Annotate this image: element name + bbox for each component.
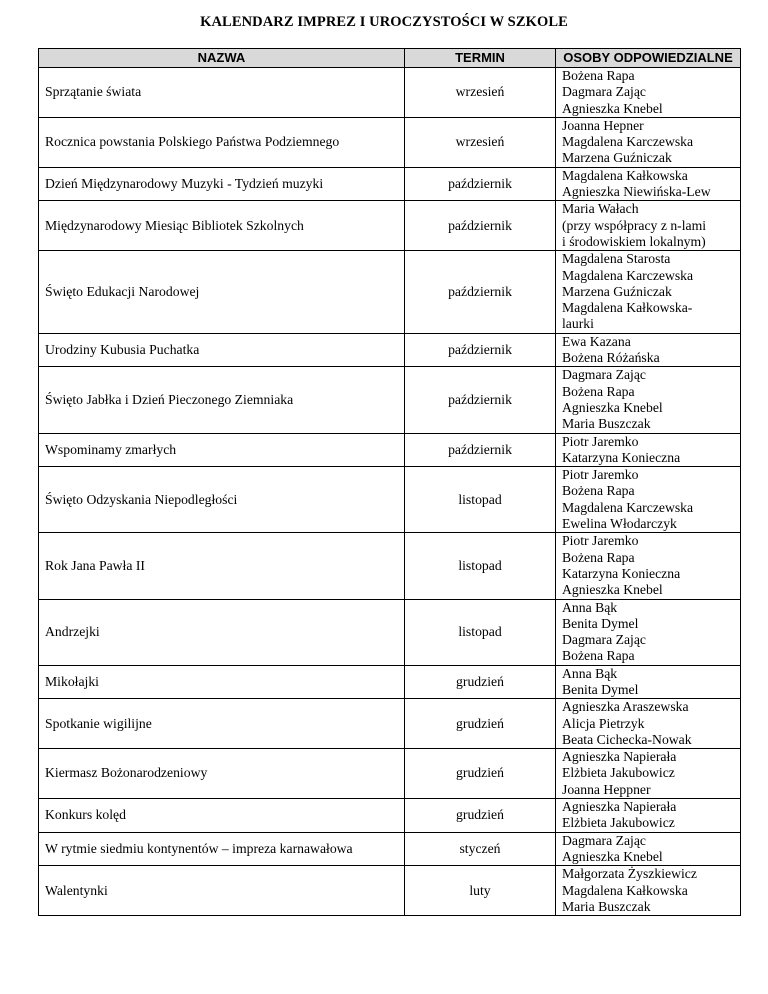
event-name-cell: Spotkanie wigilijne	[39, 699, 405, 749]
responsible-person: Bożena Rapa	[562, 549, 635, 565]
table-row	[39, 433, 741, 467]
responsible-person: Agnieszka Knebel	[562, 582, 663, 598]
event-term-cell: wrzesień	[405, 68, 556, 118]
responsible-person: Magdalena Starosta	[562, 251, 671, 267]
responsible-person: Bożena Rapa	[562, 648, 635, 664]
responsible-people-cell	[556, 167, 741, 201]
table-row	[39, 599, 741, 665]
responsible-person: Maria Buszczak	[562, 898, 651, 914]
responsible-people-cell	[556, 832, 741, 866]
responsible-person: (przy współpracy z n-lami	[562, 217, 707, 233]
responsible-people-cell	[556, 665, 741, 699]
responsible-person: Piotr Jaremko	[562, 433, 639, 449]
header-name: NAZWA	[39, 49, 405, 68]
responsible-person: Agnieszka Knebel	[562, 848, 663, 864]
responsible-person: Agnieszka Niewińska-Lew	[562, 184, 711, 200]
event-name-cell: Święto Edukacji Narodowej	[39, 251, 405, 333]
table-row	[39, 167, 741, 201]
table-row	[39, 832, 741, 866]
responsible-person: Alicja Pietrzyk	[562, 715, 645, 731]
table-row	[39, 251, 741, 333]
event-term-cell: listopad	[405, 599, 556, 665]
table-row	[39, 333, 741, 367]
responsible-person: Magdalena Karczewska	[562, 134, 694, 150]
event-name-cell: Urodziny Kubusia Puchatka	[39, 333, 405, 367]
responsible-person: Beata Cichecka-Nowak	[562, 731, 692, 747]
table-row	[39, 866, 741, 916]
event-term-cell: październik	[405, 333, 556, 367]
responsible-person: Anna Bąk	[562, 599, 618, 615]
event-name-cell: Andrzejki	[39, 599, 405, 665]
table-row	[39, 799, 741, 833]
responsible-person: Małgorzata Żyszkiewicz	[562, 866, 697, 882]
responsible-person: Marzena Guźniczak	[562, 150, 672, 166]
event-name-cell: Międzynarodowy Miesiąc Bibliotek Szkolnych	[39, 201, 405, 251]
document-title: KALENDARZ IMPREZ I UROCZYSTOŚCI W SZKOLE	[200, 14, 568, 30]
responsible-person: Maria Wałach	[562, 201, 639, 217]
responsible-person: Benita Dymel	[562, 681, 639, 697]
responsible-person: Anna Bąk	[562, 665, 618, 681]
responsible-people-cell	[556, 799, 741, 833]
event-name-cell: Konkurs kolęd	[39, 799, 405, 833]
responsible-person: Magdalena Kałkowska-	[562, 300, 693, 316]
responsible-person: Elżbieta Jakubowicz	[562, 765, 675, 781]
responsible-person: Dagmara Zając	[562, 832, 646, 848]
responsible-person: Dagmara Zając	[562, 632, 646, 648]
event-term-cell: wrzesień	[405, 117, 556, 167]
event-term-cell: grudzień	[405, 749, 556, 799]
responsible-person: Katarzyna Konieczna	[562, 565, 681, 581]
responsible-people-cell	[556, 333, 741, 367]
responsible-person: Bożena Rapa	[562, 383, 635, 399]
table-row	[39, 749, 741, 799]
table-row	[39, 68, 741, 118]
table-row	[39, 699, 741, 749]
responsible-people-cell	[556, 749, 741, 799]
responsible-people-cell	[556, 117, 741, 167]
responsible-person: Joanna Hepner	[562, 117, 644, 133]
event-name-cell: Mikołajki	[39, 665, 405, 699]
event-term-cell: grudzień	[405, 799, 556, 833]
event-term-cell: listopad	[405, 533, 556, 599]
header-people: OSOBY ODPOWIEDZIALNE	[556, 49, 741, 68]
table-row	[39, 533, 741, 599]
responsible-person: Agnieszka Araszewska	[562, 699, 689, 715]
responsible-person: Piotr Jaremko	[562, 533, 639, 549]
table-row	[39, 117, 741, 167]
responsible-person: Bożena Różańska	[562, 350, 660, 366]
responsible-person: Agnieszka Knebel	[562, 399, 663, 415]
responsible-people-cell	[556, 699, 741, 749]
table-row	[39, 201, 741, 251]
responsible-people-cell	[556, 201, 741, 251]
event-term-cell: październik	[405, 167, 556, 201]
responsible-person: i środowiskiem lokalnym)	[562, 233, 706, 249]
responsible-person: Maria Buszczak	[562, 416, 651, 432]
responsible-people-cell	[556, 866, 741, 916]
responsible-person: Magdalena Kałkowska	[562, 167, 688, 183]
event-term-cell: luty	[405, 866, 556, 916]
responsible-people-cell	[556, 433, 741, 467]
responsible-people-cell	[556, 251, 741, 333]
event-term-cell: październik	[405, 433, 556, 467]
responsible-person: Benita Dymel	[562, 615, 639, 631]
event-name-cell: Święto Jabłka i Dzień Pieczonego Ziemniaka	[39, 367, 405, 433]
event-name-cell: Święto Odzyskania Niepodległości	[39, 467, 405, 533]
responsible-person: Agnieszka Knebel	[562, 100, 663, 116]
responsible-person: laurki	[562, 316, 594, 332]
event-name-cell: Walentynki	[39, 866, 405, 916]
responsible-person: Bożena Rapa	[562, 68, 635, 83]
responsible-person: Agnieszka Napierała	[562, 799, 677, 815]
event-term-cell: październik	[405, 201, 556, 251]
event-term-cell: styczeń	[405, 832, 556, 866]
event-term-cell: listopad	[405, 467, 556, 533]
responsible-person: Dagmara Zając	[562, 84, 646, 100]
responsible-people-cell	[556, 367, 741, 433]
event-name-cell: Rocznica powstania Polskiego Państwa Podziemnego	[39, 117, 405, 167]
responsible-people-cell	[556, 467, 741, 533]
responsible-person: Magdalena Karczewska	[562, 499, 694, 515]
responsible-person: Agnieszka Napierała	[562, 749, 677, 765]
responsible-person: Elżbieta Jakubowicz	[562, 815, 675, 831]
responsible-person: Piotr Jaremko	[562, 467, 639, 483]
header-term: TERMIN	[405, 49, 556, 68]
event-name-cell: W rytmie siedmiu kontynentów – impreza karnawałowa	[39, 832, 405, 866]
event-term-cell: grudzień	[405, 699, 556, 749]
responsible-person: Magdalena Kałkowska	[562, 882, 688, 898]
event-name-cell: Sprzątanie świata	[39, 68, 405, 118]
responsible-person: Ewelina Włodarczyk	[562, 516, 677, 532]
responsible-people-cell	[556, 533, 741, 599]
responsible-person: Katarzyna Konieczna	[562, 449, 681, 465]
responsible-person: Dagmara Zając	[562, 367, 646, 383]
responsible-person: Ewa Kazana	[562, 333, 631, 349]
event-term-cell: grudzień	[405, 665, 556, 699]
event-name-cell: Dzień Międzynarodowy Muzyki - Tydzień muzyki	[39, 167, 405, 201]
table-row	[39, 665, 741, 699]
responsible-person: Magdalena Karczewska	[562, 267, 694, 283]
event-name-cell: Rok Jana Pawła II	[39, 533, 405, 599]
responsible-person: Bożena Rapa	[562, 483, 635, 499]
responsible-person: Marzena Guźniczak	[562, 283, 672, 299]
responsible-people-cell	[556, 599, 741, 665]
event-term-cell: październik	[405, 367, 556, 433]
responsible-person: Joanna Heppner	[562, 781, 651, 797]
table-header-row	[39, 49, 741, 68]
event-name-cell: Kiermasz Bożonarodzeniowy	[39, 749, 405, 799]
responsible-people-cell	[556, 68, 741, 118]
event-term-cell: październik	[405, 251, 556, 333]
table-row	[39, 367, 741, 433]
table-row	[39, 467, 741, 533]
events-calendar-table	[38, 48, 741, 916]
event-name-cell: Wspominamy zmarłych	[39, 433, 405, 467]
